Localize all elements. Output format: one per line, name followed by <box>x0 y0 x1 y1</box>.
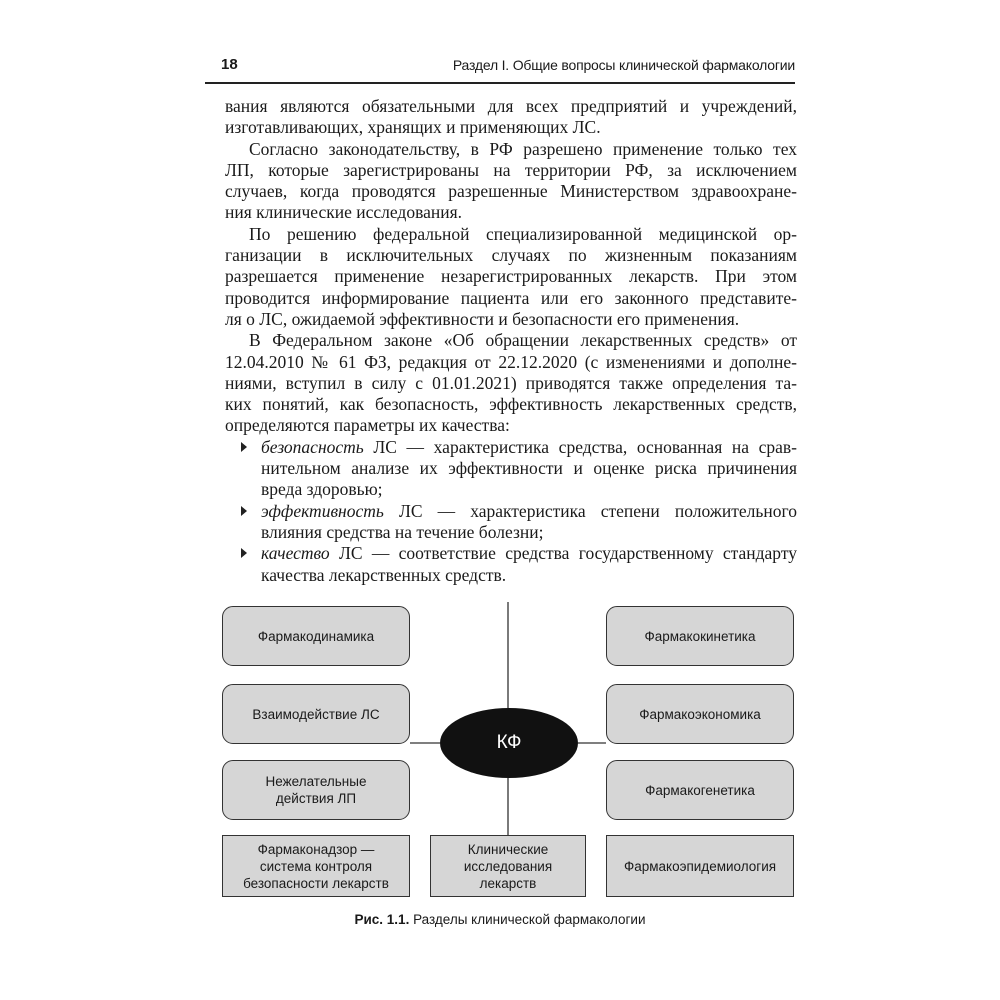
text-line: качества лекарственных средств. <box>261 564 507 585</box>
text-line: ниями, вступил в силу с 01.01.2021) приводятся также определения та- <box>225 372 797 393</box>
box-label: Фармаконадзор — система контроля безопасности лекарств <box>243 841 389 891</box>
text-line: нительном анализе их эффективности и оценке риска причинения <box>261 458 797 479</box>
text-line: определяются параметры их качества: <box>225 415 510 436</box>
page-number: 18 <box>221 56 238 73</box>
term: безопасность <box>261 436 364 457</box>
box-label: Фармакодинамика <box>257 628 375 644</box>
text-line: изготавливающих, хранящих и применяющих ЛС. <box>225 117 601 138</box>
page-header <box>205 50 795 84</box>
box-drug-interaction <box>222 684 410 744</box>
paragraph-3-cont <box>225 245 797 330</box>
bullet-triangle-icon <box>241 506 247 516</box>
definition-text: ЛС — характеристика степени положительного <box>383 500 797 521</box>
text-line: 12.04.2010 № 61 ФЗ, редакция от 22.12.2020 (с изменениями и дополне- <box>225 351 797 372</box>
term: эффективность <box>261 500 384 521</box>
paragraph-1 <box>225 96 797 139</box>
text-line: ганизации в исключительных случаях по жизненным показаниям <box>225 245 797 266</box>
center-label: КФ <box>496 732 522 753</box>
box-label: Фармакоэпидемиология <box>623 858 777 874</box>
box-label: Взаимодействие ЛС <box>252 706 380 722</box>
paragraph-2-cont <box>225 160 797 224</box>
list-item <box>225 501 797 544</box>
text-line <box>261 543 797 564</box>
text-line: случаев, когда проводятся разрешенные Министерством здравоохране- <box>225 181 797 202</box>
text-line: вреда здоровью; <box>261 479 383 500</box>
text-line: влияния средства на течение болезни; <box>261 521 544 542</box>
text-line: ЛП, которые зарегистрированы на территории РФ, за исключением <box>225 159 797 180</box>
body-text <box>225 96 797 586</box>
list-item <box>225 437 797 501</box>
term: качество <box>261 543 330 564</box>
text-line <box>261 437 797 458</box>
text-line: ких понятий, как безопасность, эффективность лекарственных средств, <box>225 394 797 415</box>
paragraph-3 <box>225 224 797 245</box>
definition-text: ЛС — соответствие средства государственному стандарту <box>329 543 797 564</box>
paragraph-4-cont <box>225 352 797 437</box>
box-pharmacodynamics <box>222 606 410 666</box>
definition-text: ЛС — характеристика средства, основанная на срав- <box>363 436 797 457</box>
text-line: вания являются обязательными для всех предприятий и учреждений, <box>225 96 797 116</box>
box-label: Фармакогенетика <box>645 782 755 798</box>
caption-label: Рис. 1.1. <box>354 912 410 927</box>
definition-list <box>225 437 797 586</box>
paragraph-2 <box>225 139 797 160</box>
list-item <box>225 543 797 586</box>
box-adverse-effects <box>222 760 410 820</box>
center-kf-oval <box>440 708 578 778</box>
box-pharmacogenetics <box>606 760 794 820</box>
text-line: В Федеральном законе «Об обращении лекарственных средств» от <box>249 330 797 351</box>
text-line: Согласно законодательству, в РФ разрешено применение только тех <box>249 138 797 159</box>
text-line: По решению федеральной специализированной медицинской ор- <box>249 223 797 244</box>
box-pharmacoepidemiology <box>606 835 794 897</box>
bullet-triangle-icon <box>241 442 247 452</box>
text-line <box>261 501 797 522</box>
box-pharmacovigilance <box>222 835 410 897</box>
box-clinical-trials <box>430 835 586 897</box>
bullet-triangle-icon <box>241 548 247 558</box>
box-label: Клинические исследования лекарств <box>463 841 553 891</box>
box-label: Фармакоэкономика <box>639 706 761 722</box>
text-line: ния клинические исследования. <box>225 202 463 223</box>
caption-text: Разделы клинической фармакологии <box>409 912 646 927</box>
box-pharmacoeconomics <box>606 684 794 744</box>
paragraph-4 <box>225 330 797 351</box>
figure-caption <box>0 912 1000 927</box>
box-label: Нежелательные действия ЛП <box>265 774 367 806</box>
text-line: проводится информирование пациента или его законного представите- <box>225 287 797 308</box>
box-label: Фармакокинетика <box>644 628 756 644</box>
text-line: разрешается применение незарегистрированных лекарств. При этом <box>225 266 797 287</box>
running-head: Раздел I. Общие вопросы клинической фармакологии <box>452 57 795 73</box>
text-line: ля о ЛС, ожидаемой эффективности и безопасности его применения. <box>225 308 740 329</box>
box-pharmacokinetics <box>606 606 794 666</box>
